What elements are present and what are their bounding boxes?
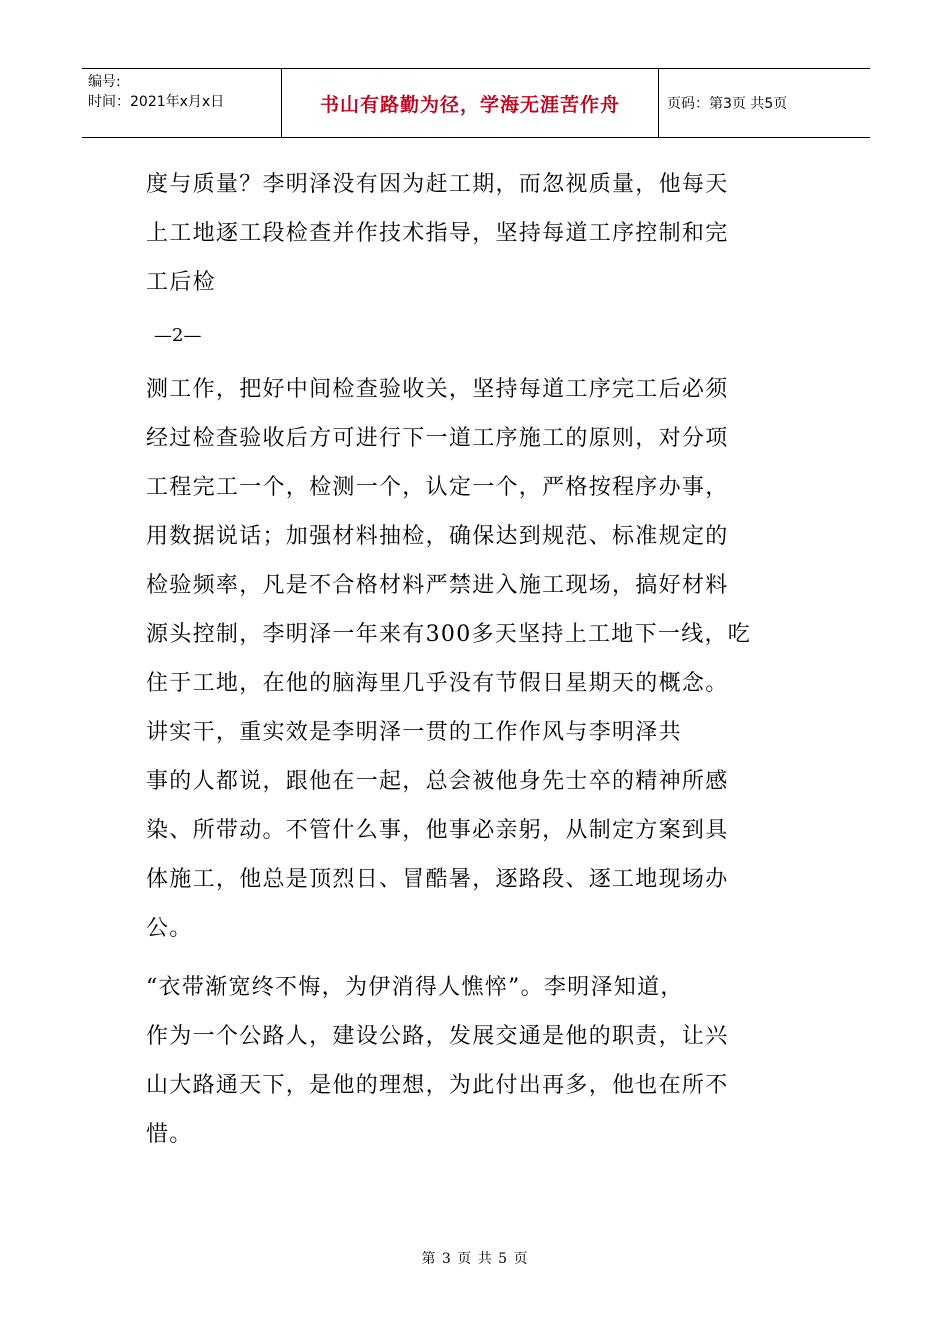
header-page-info: 页码：第3页 共5页 [667,96,788,112]
paragraph-gap [146,953,816,963]
body-line: 讲实干，重实效是李明泽一贯的工作作风与李明泽共 [146,720,682,745]
inner-page-marker: —2— [154,325,202,346]
body-line: 公。 [146,916,193,941]
body-line: 上工地逐工段检查并作技术指导，坚持每道工序控制和完 [146,221,729,246]
body-line: 惜。 [146,1122,193,1147]
document-body [146,160,816,1159]
body-line: 作为一个公路人，建设公路，发展交通是他的职责，让兴 [146,1024,729,1049]
doc-time-label: 时间：2021年x月x日 [88,94,225,110]
body-line: 度与质量？李明泽没有因为赶工期，而忽视质量，他每天 [146,172,729,197]
body-line: 测工作，把好中间检查验收关，坚持每道工序完工后必须 [146,377,729,402]
body-line: 工程完工一个，检测一个，认定一个，严格按程序办事， [146,475,729,500]
body-line: 山大路通天下，是他的理想，为此付出再多，他也在所不 [146,1073,729,1098]
body-line: 用数据说话；加强材料抽检，确保达到规范、标准规定的 [146,524,729,549]
body-line: 工后检 [146,270,216,295]
body-line: 事的人都说，跟他在一起，总会被他身先士卒的精神所感 [146,769,729,794]
doc-number-label: 编号: [88,74,121,90]
page-footer: 第 3 页 共 5 页 [421,1251,529,1267]
body-line: 住于工地，在他的脑海里几乎没有节假日星期天的概念。 [146,671,729,696]
body-line: 检验频率，凡是不合格材料严禁进入施工现场，搞好材料 [146,573,729,598]
header-motto: 书山有路勤为径，学海无涯苦作舟 [282,69,659,137]
body-line: 体施工，他总是顶烈日、冒酷暑，逐路段、逐工地现场办 [146,867,729,892]
body-line: 经过检查验收后方可进行下一道工序施工的原则，对分项 [146,426,729,451]
body-line: “衣带渐宽终不悔，为伊消得人憔悴”。李明泽知道， [146,975,684,1000]
header-meta [82,69,282,137]
body-line: 染、所带动。不管什么事，他事必亲躬，从制定方案到具 [146,818,729,843]
body-line: 源头控制，李明泽一年来有300多天坚持上工地下一线，吃 [146,622,752,647]
page-header [82,68,870,138]
